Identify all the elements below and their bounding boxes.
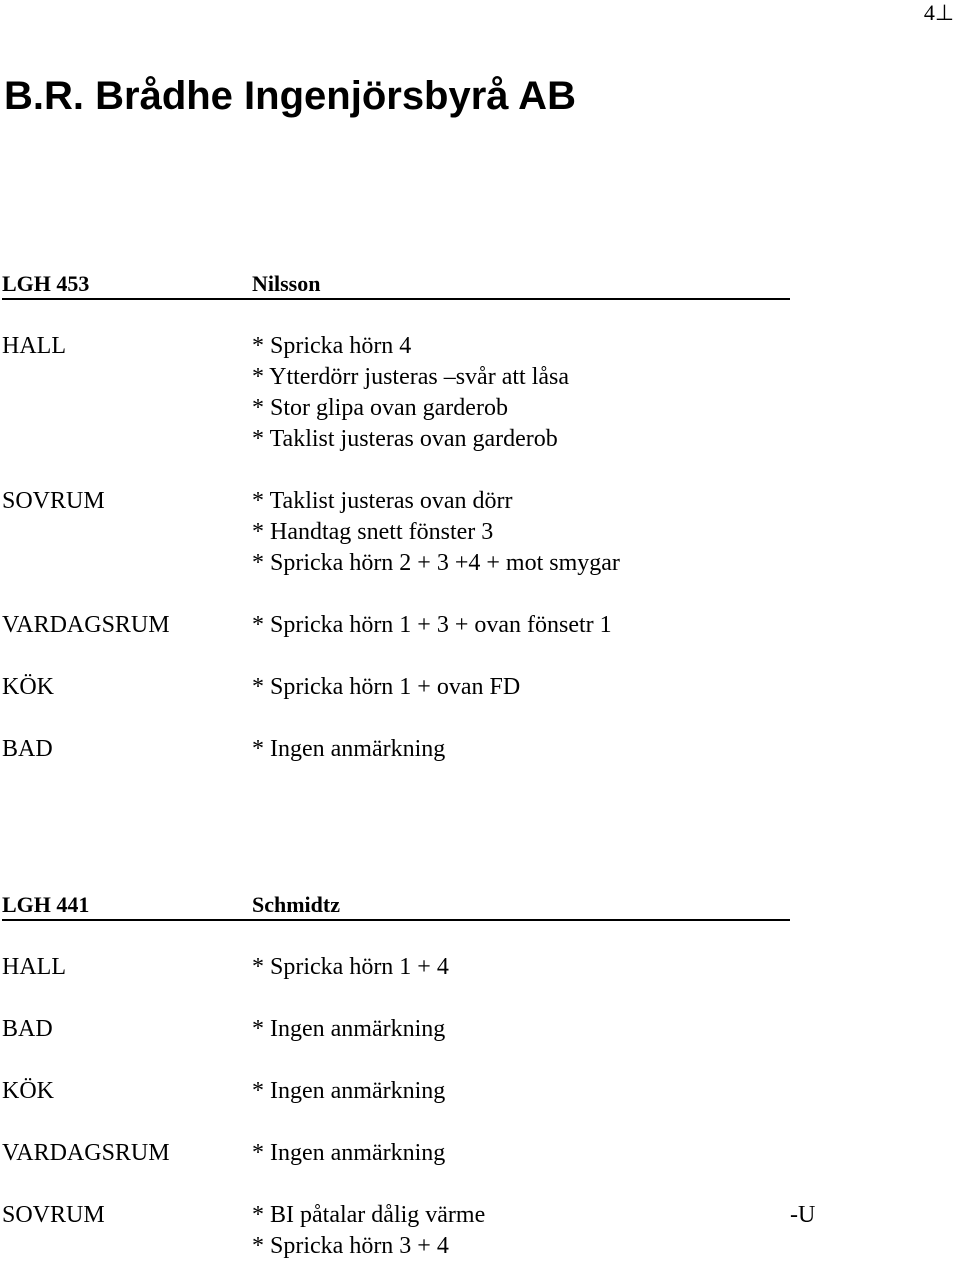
apartment-header (2, 270, 790, 300)
tenant-name: Schmidtz (252, 892, 340, 917)
page-number: 4⊥ (923, 0, 954, 25)
room-notes (252, 610, 612, 641)
remark: * Ingen anmärkning (252, 1140, 446, 1166)
room-notes (252, 952, 449, 983)
room-notes (252, 486, 620, 579)
remark: * Ingen anmärkning (252, 1078, 446, 1104)
remark: * Stor glipa ovan garderob (252, 395, 508, 421)
room-name: SOVRUM (2, 1202, 105, 1228)
room-name: VARDAGSRUM (2, 1140, 170, 1166)
room-notes (252, 1076, 445, 1107)
remark: * Handtag snett fönster 3 (252, 519, 494, 545)
room-name: BAD (2, 736, 53, 762)
company-heading: B.R. Brådhe Ingenjörsbyrå AB (4, 74, 576, 118)
room-name: KÖK (2, 674, 54, 700)
apartment-number: LGH 453 (2, 271, 90, 296)
room-notes (252, 331, 569, 455)
room-notes (252, 734, 445, 765)
room-name: HALL (2, 333, 66, 359)
remark: * Spricka hörn 1 + ovan FD (252, 674, 521, 700)
room-name: KÖK (2, 1078, 54, 1104)
remark: * Spricka hörn 3 + 4 (252, 1233, 449, 1259)
remark: * Ytterdörr justeras –svår att låsa (252, 364, 570, 390)
room-notes (252, 1014, 445, 1045)
apartment-header (2, 891, 790, 921)
room-notes (252, 672, 520, 703)
remark: * BI påtalar dålig värme (252, 1202, 486, 1228)
remark: * Ingen anmärkning (252, 736, 446, 762)
remark: * Spricka hörn 1 + 4 (252, 954, 449, 980)
room-notes (252, 1138, 445, 1169)
room-name: HALL (2, 954, 66, 980)
room-notes (252, 1200, 485, 1262)
remark-suffix: -U (790, 1202, 816, 1228)
room-name: SOVRUM (2, 488, 105, 514)
room-name: BAD (2, 1016, 53, 1042)
remark: * Ingen anmärkning (252, 1016, 446, 1042)
remark: * Spricka hörn 4 (252, 333, 412, 359)
tenant-name: Nilsson (252, 271, 321, 296)
remark: * Spricka hörn 1 + 3 + ovan fönsetr 1 (252, 612, 612, 638)
remark: * Spricka hörn 2 + 3 +4 + mot smygar (252, 550, 620, 576)
remark: * Taklist justeras ovan garderob (252, 426, 558, 452)
remark: * Taklist justeras ovan dörr (252, 488, 513, 514)
apartment-number: LGH 441 (2, 892, 90, 917)
room-name: VARDAGSRUM (2, 612, 170, 638)
